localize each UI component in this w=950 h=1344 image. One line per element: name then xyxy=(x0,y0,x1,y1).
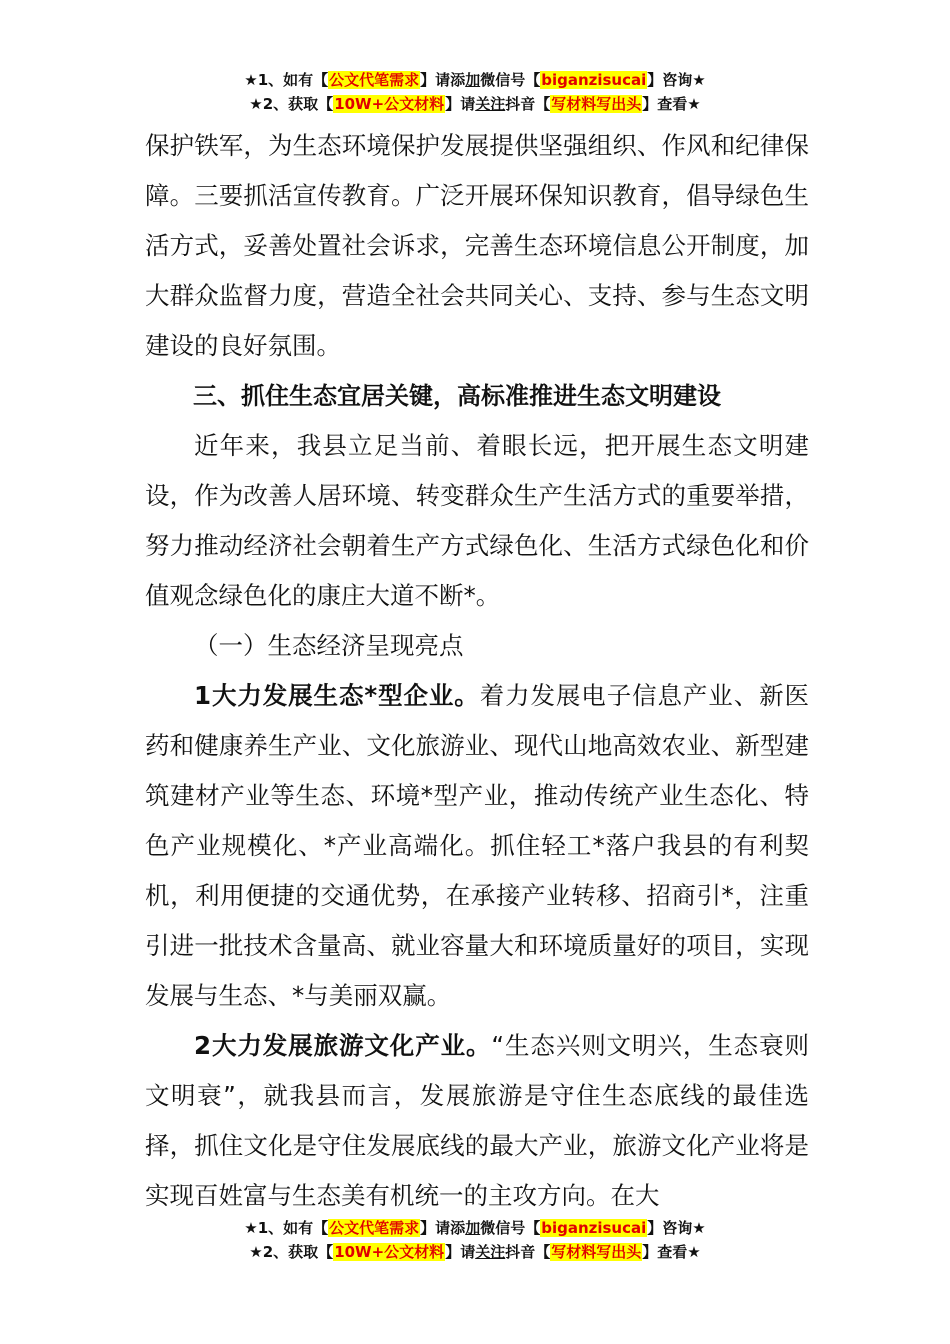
banner-text: 】请添 xyxy=(420,71,466,89)
banner-text: 抖音【 xyxy=(505,1243,551,1261)
paragraph xyxy=(145,1021,809,1221)
section-heading: 三、抓住生态宜居关键，高标准推进生态文明建设 xyxy=(193,382,721,410)
banner-text: 】请 xyxy=(445,95,476,113)
banner-text: 微信号【 xyxy=(480,1219,541,1237)
banner-highlight: 写材料写出头 xyxy=(551,95,642,113)
banner-line-1 xyxy=(0,1216,950,1240)
banner-line-2 xyxy=(0,92,950,116)
banner-line-1 xyxy=(0,68,950,92)
item-text: 着力发展电子信息产业、新医药和健康养生产业、文化旅游业、现代山地高效农业、新型建筑建材产业等生态、环境*型产业，推动传统产业生态化、特色产业规模化、*产业高端化。抓住轻工*落户我县的有利契机，利用便捷的交通优势，在承接产业转移、招商引*，注重引进一批技术含量高、就业容量大和环境质量好的项目，实现发展与生态、*与美丽双赢。 xyxy=(145,681,810,1010)
paragraph: 近年来，我县立足当前、着眼长远，把开展生态文明建设，作为改善人居环境、转变群众生产生活方式的重要举措，努力推动经济社会朝着生产方式绿色化、生活方式绿色化和价值观念绿色化的康庄大道不断*。 xyxy=(145,431,809,610)
item-lead: 1大力发展生态*型企业。 xyxy=(194,681,480,710)
item-lead: 2大力发展旅游文化产业。 xyxy=(194,1031,492,1060)
item-text: “生态兴则文明兴，生态衰则文明衰”，就我县而言，发展旅游是守住生态底线的最佳选择，抓住文化是守住发展底线的最大产业，旅游文化产业将是实现百姓富与生态美有机统一的主攻方向。在大 xyxy=(145,1031,809,1210)
banner-text: ★1、如有【 xyxy=(244,71,329,89)
paragraph xyxy=(145,671,809,1021)
banner-highlight: biganzisucai xyxy=(541,71,647,89)
banner-underlined-text: 加 xyxy=(465,1219,481,1237)
footer-banner xyxy=(0,1216,950,1264)
banner-text: ★2、获取【 xyxy=(249,1243,334,1261)
banner-highlight: 10W+公文材料 xyxy=(334,95,445,113)
banner-line-2 xyxy=(0,1240,950,1264)
banner-text: 】查看★ xyxy=(642,95,701,113)
banner-highlight: biganzisucai xyxy=(541,1219,647,1237)
banner-text: 】查看★ xyxy=(642,1243,701,1261)
banner-text: 】请 xyxy=(445,1243,476,1261)
banner-highlight: 写材料写出头 xyxy=(551,1243,642,1261)
banner-underlined-text: 关注 xyxy=(475,1243,506,1261)
document-body xyxy=(145,121,809,1221)
header-banner xyxy=(0,68,950,116)
banner-text: ★1、如有【 xyxy=(244,1219,329,1237)
banner-underlined-text: 加 xyxy=(465,71,481,89)
banner-underlined-text: 关注 xyxy=(475,95,506,113)
banner-text: 】请添 xyxy=(420,1219,466,1237)
banner-highlight: 公文代笔需求 xyxy=(329,71,420,89)
banner-text: 】咨询★ xyxy=(647,71,706,89)
banner-text: ★2、获取【 xyxy=(249,95,334,113)
subsection-heading: （一）生态经济呈现亮点 xyxy=(194,631,464,660)
banner-highlight: 10W+公文材料 xyxy=(334,1243,445,1261)
banner-text: 微信号【 xyxy=(480,71,541,89)
banner-text: 抖音【 xyxy=(505,95,551,113)
banner-highlight: 公文代笔需求 xyxy=(329,1219,420,1237)
banner-text: 】咨询★ xyxy=(647,1219,706,1237)
paragraph: 保护铁军，为生态环境保护发展提供坚强组织、作风和纪律保障。三要抓活宣传教育。广泛开展环保知识教育，倡导绿色生活方式，妥善处置社会诉求，完善生态环境信息公开制度，加大群众监督力度，营造全社会共同关心、支持、参与生态文明建设的良好氛围。 xyxy=(145,131,809,360)
